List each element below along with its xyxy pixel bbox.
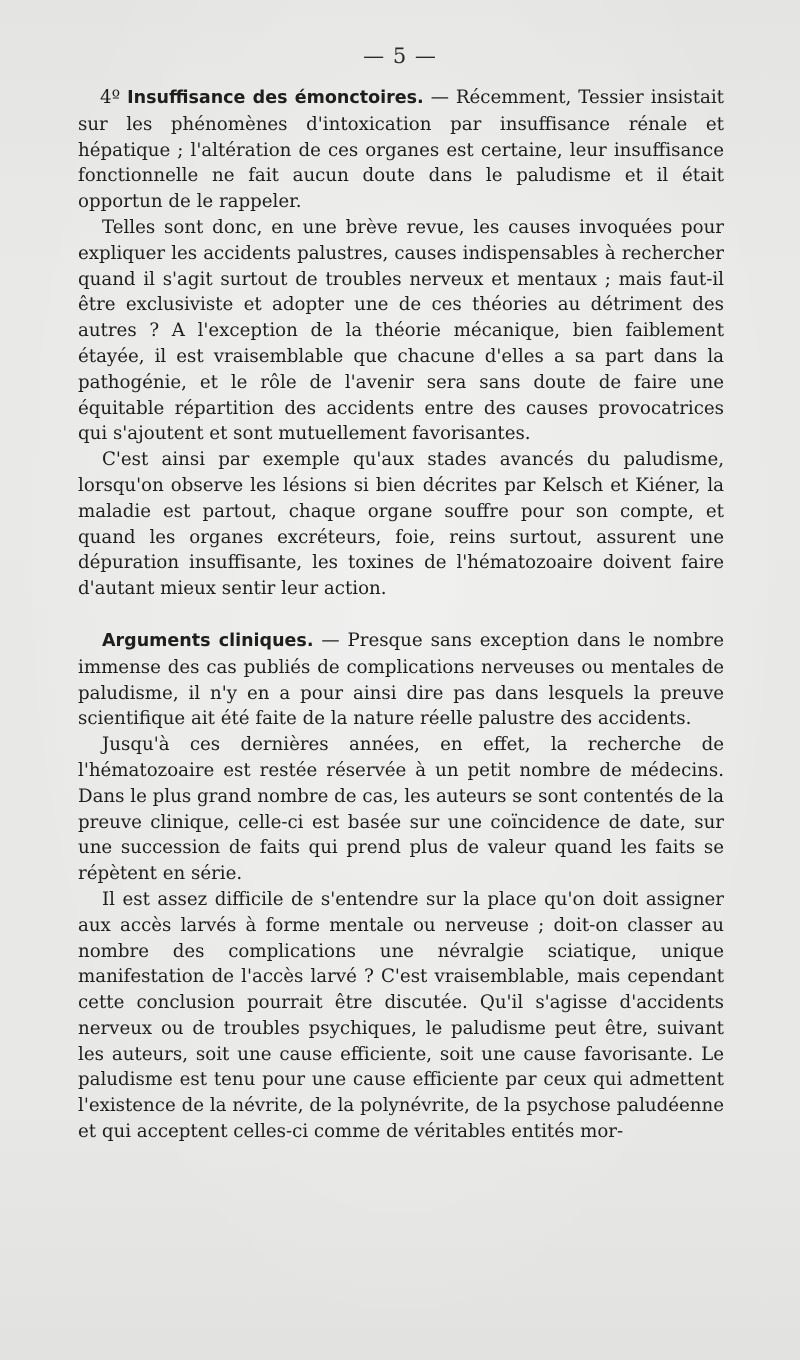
arguments-paragraph-1: [78, 628, 724, 732]
arguments-paragraph-2: Jusqu'à ces dernières années, en effet, la recherche de l'hématozoaire est restée réservée à un petit nombre de médecins. Dans le plus grand nombre de cas, les auteurs se sont contentés de la preuve clinique, celle-ci est basée sur une coïncidence de date, sur une succession de faits qui prend plus de valeur quand les faits se répètent en série.: [78, 734, 724, 885]
arguments-heading: Arguments cliniques.: [102, 630, 314, 651]
body-text: [78, 85, 724, 1145]
section-4-paragraph-3: C'est ainsi par exemple qu'aux stades avancés du paludisme, lorsqu'on observe les lésions si bien décrites par Kelsch et Kiéner, la maladie est partout, chaque organe souffre pour son compte, et quand les organes excréteurs, foie, reins surtout, assurent une dépuration insuffisante, les toxines de l'hématozoaire doivent faire d'autant mieux sentir leur action.: [78, 449, 724, 600]
page-number: — 5 —: [363, 44, 437, 68]
arguments-text-1: — Presque sans exception dans le nombre immense des cas publiés de complications nerveuses ou mentales de paludisme, il n'y en a pour ainsi dire pas dans lesquels la preuve scientifique ait été faite de la nature réelle palustre des accidents.: [78, 629, 724, 730]
section-4-heading: Insuffisance des émonctoires.: [127, 88, 424, 108]
section-4-paragraph-2: Telles sont donc, en une brève revue, les causes invoquées pour expliquer les accidents palustres, causes indispensables à rechercher quand il s'agit surtout de troubles nerveux et mentaux ; mais faut-il être exclusiviste et adopter une de ces théories au détriment des autres ? A l'exception de la théorie mécanique, bien faiblement étayée, il est vraisemblable que chacune d'elles a sa part dans la pathogénie, et le rôle de l'avenir sera sans doute de faire une équitable répartition des accidents entre des causes provocatrices qui s'ajoutent et sont mutuellement favorisantes.: [78, 216, 724, 445]
section-4-text-1: — Récemment, Tessier insistait sur les phénomènes d'intoxication par insuffisance rénale et hépatique ; l'altération de ces organes est certaine, leur insuffisance fonctionnelle ne fait aucun doute dans le paludisme et il était opportun de le rappeler.: [78, 87, 724, 213]
section-4-paragraph-1: [78, 85, 724, 215]
arguments-paragraph-3: Il est assez difficile de s'entendre sur la place qu'on doit assigner aux accès larvés à forme mentale ou nerveuse ; doit-on classer au nombre des complications une névralgie sciatique, unique manifestation de l'accès larvé ? C'est vraisemblable, mais cependant cette conclusion pourrait être discutée. Qu'il s'agisse d'accidents nerveux ou de troubles psychiques, le paludisme peut être, suivant les auteurs, soit une cause efficiente, soit une cause favorisante. Le paludisme est tenu pour une cause efficiente par ceux qui admettent l'existence de la névrite, de la polynévrite, de la psychose paludéenne et qui acceptent celles-ci comme de véritables entités mor-: [78, 888, 724, 1143]
section-4-number: 4º: [100, 87, 121, 108]
section-gap: [78, 602, 724, 628]
